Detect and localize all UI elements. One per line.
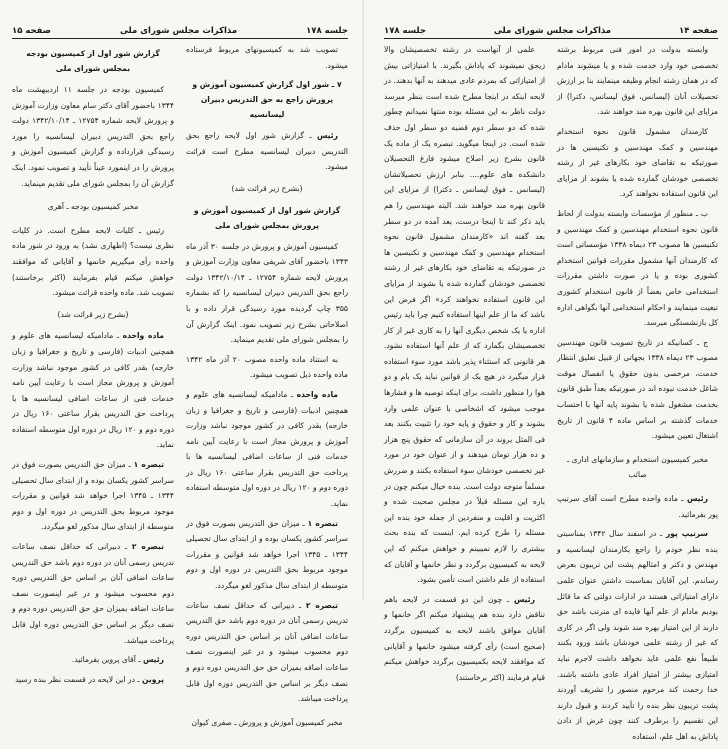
paragraph-text: ـ گزارش شور اول لایحه راجع بحق التدریس دبیران لیسانسیه مطرح است قرائت میشود. xyxy=(186,131,348,172)
speaker-label: تبصره ۲ xyxy=(305,600,338,610)
paragraph xyxy=(12,82,174,191)
paragraph-text: گزارش شور اول از کمیسیون آموزش و پرورش بمجلس شورای ملی xyxy=(193,205,341,230)
paragraph xyxy=(12,672,174,688)
paragraph-text: ۷ ـ شور اول گزارش کمیسیون آموزش و پرورش راجع به حق التدریس دبیران لیسانسیه xyxy=(192,80,342,120)
paragraph xyxy=(557,124,718,202)
paragraph-text: مخبر کمیسیون بودجه ـ آهری xyxy=(47,202,139,212)
paragraph xyxy=(186,128,348,175)
speaker-label: ماده واحده xyxy=(122,331,164,341)
speaker-label: تبصره ۲ xyxy=(131,542,164,552)
text-columns xyxy=(384,42,718,749)
column-right xyxy=(557,42,718,749)
journal-title: مذاکرات مجلس شورای ملی xyxy=(493,26,612,36)
right-page xyxy=(364,0,728,741)
session-label: جلسه ۱۷۸ xyxy=(306,26,348,36)
paragraph-text: به استناد ماده واحده مصوب ۲۰ آذر ماه ۱۳۴۲ ماده واحده ذیل تصویب میشود. xyxy=(186,354,348,380)
paragraph-text: رئیس ـ کلیات لایحه مطرح است. در کلیات نظری نیست؟ (اظهاری نشد) به ورود در شور ماده واحده رأی میگیریم خانمها و آقایانی که موافقند خواهش میکنم قیام بفرمایند (اکثر برخاستند) تصویب شد. ماده واحده قرائت میشود. xyxy=(12,225,174,298)
paragraph-text: ـ آقای پروین بفرمائید. xyxy=(71,655,143,665)
left-page xyxy=(0,0,364,727)
paragraph xyxy=(186,387,348,512)
speaker-label: رئیس xyxy=(142,655,164,665)
signature-line xyxy=(186,715,348,731)
paragraph-text: ـ دبیرانی که حداقل نصف ساعات تدریس رسمی آنان در دوره دوم باشد حق التدریس ساعات اضافی آنان بر اساس حق التدریس دوره دوم محسوب میشود و در غیر اینصورت نصف ساعات اضافه بمیزان حق حق التدریس دوره دوم و نصف دیگر بر اساس حق التدریس دوره اول قابل پرداخت میباشد. xyxy=(186,600,348,704)
column-left xyxy=(12,42,174,738)
paragraph-text: ـ در این لایحه در قسمت نظر بنده رسید xyxy=(15,674,143,684)
paragraph-text: مخبر کمیسیون استخدام و سازمانهای اداری ـ صائب xyxy=(567,454,708,480)
paragraph xyxy=(557,526,718,744)
paragraph xyxy=(12,539,174,648)
paragraph xyxy=(557,206,718,331)
paragraph xyxy=(186,516,348,594)
reading-note xyxy=(186,181,348,197)
paragraph xyxy=(384,592,545,686)
page-header xyxy=(12,22,348,39)
paragraph-text: کمیسیون بودجه در جلسه ۱۱ اردیبهشت ماه ۱۳۴۴ باحضور آقای دکتر سام معاون وزارت آموزش و پرورش لایحه شماره ۱۲۷۵۴ ـ ۱۳۴۲/۱۰/۱۴ دولت راجع بحق التدریس دبیران لیسانسیه را مورد رسیدگی قرارداده و گزارش کمیسیون آموزش و پرورش را در اینمورد عیناً تأیید و تصویب نمود. اینک گزارش آن را بمجلس شورای ملی تقدیم مینماید. xyxy=(12,85,174,188)
speaker-label: ماده واحده xyxy=(296,389,338,399)
section-heading xyxy=(186,77,348,122)
paragraph-text: تصویب شد به کمیسیونهای مربوط فرستاده میشود. xyxy=(186,45,348,70)
paragraph-text: کمیسیون آموزش و پرورش در جلسه ۳۰ آذر ماه ۱۳۴۳ باحضور آقای شریفی معاون وزارت آموزش و پرورش لایحه شماره ۱۲۷۵۴ ـ ۱۳۴۲/۱۰/۱۴ دولت راجع بحق التدریس دبیران لیسانسیه را که بشماره ۳۵۵ چاپ گردیده مورد رسیدگی قرار داده و با اصلاحاتی بشرح زیر تصویب نمود. اینک گزارش آن را بمجلس شورای ملی تقدیم مینماید. xyxy=(186,241,349,345)
section-heading xyxy=(12,46,174,76)
paragraph xyxy=(557,491,718,522)
paragraph-text: ج ـ کسانیکه در تاریخ تصویب قانون مهندسین مصوب ۲۳ دیماه ۱۳۳۸ بجهاتی از قبیل تعلیق انتظار خدمت، مرخصی بدون حقوق یا انفصال موقت شاغل خدمت نبوده اند در صورتیکه بعداً طبق قانون بخدمت مشغول شده یا بشوند پایه آنها با احتساب خدمات گذشته بر اساس ماده ۴ قانون از تاریخ اشتغال تعیین میشود. xyxy=(557,337,718,441)
column-left xyxy=(384,42,545,749)
paragraph-text: ـ چون این دو قسمت در لایحه باهم تناقض دارد بنده هم پیشنهاد میکنم اگر خانمها و آقایان موافق باشند لایحه به کمیسیون برگردد (صحیح است) رأی گرفته میشود خانمها و آقایانی که موافقند لایحه بکمیسیون برگردد خواهش میکنم قیام فرمایند (اکثر برخاستند) xyxy=(384,594,545,682)
paragraph xyxy=(12,223,174,301)
page-number: صفحه ۱۴ xyxy=(679,26,718,36)
paragraph-text: کارمندان مشمول قانون نحوه استخدام مهندسین و کمک مهندسین و تکنیسین ها در صورتیکه به تقاضای خود بکارهای غیر از رشته تخصصی خودشان گمارده شده یا بشوند از مزایای این قانون استفاده نخواهند کرد. xyxy=(557,126,718,199)
paragraph xyxy=(557,42,718,120)
paragraph xyxy=(186,352,348,383)
speaker-label: تبصره ۱ xyxy=(307,518,338,528)
paragraph-text: مخبر کمیسیون آموزش و پرورش ـ صفری کیوان xyxy=(191,717,343,727)
paragraph xyxy=(186,598,348,707)
paragraph xyxy=(12,328,174,453)
speaker-label: سرتیپ پور xyxy=(665,529,708,539)
signature-line xyxy=(12,199,174,215)
speaker-label: تبصره ۱ xyxy=(133,460,164,470)
paragraph xyxy=(557,335,718,444)
session-label: جلسه ۱۷۸ xyxy=(384,26,426,36)
page-header xyxy=(384,22,718,39)
paragraph xyxy=(12,652,174,668)
section-heading xyxy=(186,203,348,233)
paragraph-text: ـ میزان حق التدریس بصورت فوق در سراسر کشور یکسان بوده و از ابتدای سال تحصیلی ۱۳۴۴ ـ ۱۳۴۵ اجرا خواهد شد قوانین و مقررات موجود مربوط بحق التدریس در دوره اول و دوم متوسطه از ابتدای سال مذکور لغو میگردد. xyxy=(186,518,348,591)
column-right xyxy=(186,42,348,738)
paragraph xyxy=(186,239,348,348)
paragraph-text: علمی از آنهاست در رشته تخصصیشان والا زیحق نمیشوند که پاداش بگیرند. با امتیازاتی بیش از امتیازاتی که بمردم عادی میدهند به آنها بدهند. در لایحه اینکه در اینجا مطرح شده است بنظر میرسد دولت ناظر به این مسئله بوده منتها نمیدانم چطور شده که دو سطر دوم قضیه دو سطر اول حذف شده است. در اینجا میگوید. تبصره یک از ماده یک قانون بشرح زیر اصلاح میشود فارغ التحصیلان دانشکده های علوم.... بنابر ارزش تحصیلاتشان (لیسانس ـ فوق لیسانس ـ دکترا) از مزایای این قانون بهره مند خواهند شد. البته مهندسین را هم باید ذکر کند تا اینجا درست، بعد آمده در دو سطر بعد گفته اند «کارمندان مشمول قانون نحوه استخدام مهندسین و کمک مهندسین و تکنیسین ها در صورتیکه به تقاضای خود بکارهای غیر از رشته تخصصی خودشان گمارده شده یا بشوند از مزایای این قانون استفاده نخواهند کرد» اگر فرض این باشد که ما از علم اینها استفاده کنیم چرا باید رئیس اداره یا یک شخص دیگری آنها را به کاری غیر از کار تخصصیشان بگمارد که از علم آنها استفاده نشود. هر قانونی که استثناء پذیر باشد مورد سوء استفاده قرار میگیرد در هیچ یک از قوانین نباید یک بام و دو هوا را منظور داشت، برای اینکه توصیه ها و فشارها موجب میشود که اشخاصی با عنوان علمی وارد بشوند و کار و حقوق و پایه خود را تثبیت بکنند بعد فی المثل بروند در آن سازمانی که حقوق پنج هزار و ده هزار تومان میدهند و از عنوان خود در مورد غیر تخصصی خودشان سوء استفاده بکنند و ضررش مسلماً متوجه دولت است. بنده خیال میکنم چون در باره این مسئله قبلاً در مجلس صحبت شده و اکثریت و اقلیت و منفردین از جمله خود بنده این مسئله را طرح کرده ایم. اینست که بنده بحث بیشتری را لازم نمیبینم و خواهش میکنم که این لایحه به کمیسیون برگردد و نظر خانمها و آقایان که استفاده از علم داشتن است تأمین بشود. xyxy=(384,45,545,585)
paragraph-text: ـ میزان حق التدریس بصورت فوق در سراسر کشور یکسان بوده و از ابتدای سال تحصیلی ۱۳۴۴ ـ ۱۳۴۵ اجرا خواهد شد قوانین و مقررات موجود مربوط بحق التدریس در دوره اول و دوم متوسطه از ابتدای سال مذکور لغو میگردد. xyxy=(12,460,174,532)
speaker-label: پروین xyxy=(142,674,164,684)
paragraph-text: ـ ماده واحده مطرح است آقای سرتیپ پور بفرمائید. xyxy=(557,494,718,519)
text-columns xyxy=(12,42,348,738)
paragraph-text: (بشرح زیر قرائت شد) xyxy=(231,183,303,193)
speaker-label: رئیس xyxy=(686,494,708,504)
speaker-label: رئیس xyxy=(513,594,535,604)
page-number: صفحه ۱۵ xyxy=(12,26,51,36)
speaker-label: رئیس xyxy=(316,131,338,141)
paragraph-text: ـ مادامیکه لیسانسیه های علوم و همچنین ادبیات (فارسی و تاریخ و جغرافیا و زبان خارجه) بقدر کافی در کشور موجود نباشد وزارت آموزش و پرورش مجاز است با رعایت آیین نامه خدمات فنی از ساعات اضافی لیسانسیه ها با پرداخت حق التدریس بقرار ساعتی ۱۶۰ ریال در دوره دوم و ۱۲۰ ریال در دوره اول متوسطه استفاده نماید. xyxy=(12,331,175,450)
paragraph xyxy=(186,42,348,73)
journal-title: مذاکرات مجلس شورای ملی xyxy=(119,26,238,36)
paragraph-text: ـ در اسفند سال ۱۳۴۲ بمناسبتی بنده نظر خودم را راجع بکارمندان لیسانسیه و مهندس و دکتر و امثالهم پشت این تریبون بعرض رساندم. این آقایان بمناسبت داشتن عنوان علمی دارای امتیازاتی هستند در ادارات دولتی که ما قائل بودیم مادام از علم آنها فایده ای مترتب باشد حق دارند از این امتیاز بهره مند شوند ولی اگر در کاری که غیر از رشته علمی خودشان باشد ورود بکنند طبیعاً نفع علمی عاید نخواهد داشت لاجرم نباید امتیازی بیشتر از امتیاز افراد عادی داشته باشند. خدا رحمت کند مرحوم منصور را تشریف آوردند پشت تریبون نظر بنده را تأیید کردند و قبول دارند این تقسیم را برطرف کنند چون غرض از دادن پاداش به اهل علم، استفاده xyxy=(557,529,718,741)
paragraph-text: ـ دبیرانی که حداقل نصف ساعات تدریس رسمی آنان در دوره دوم باشد حق التدریس ساعات اضافی آنان بر اساس حق التدریس دوره دوم محسوب میشود و در غیر اینصورت نصف ساعات اضافه بمیزان حق حق التدریس دوره دوم و نصف دیگر بر اساس حق التدریس دوره اول قابل پرداخت میباشد. xyxy=(12,542,174,645)
reading-note xyxy=(12,307,174,323)
paragraph-text: ـ مادامیکه لیسانسیه های علوم و همچنین ادبیات (فارسی و تاریخ و جغرافیا و زبان خارجه) بقدر کافی در کشور موجود نباشد وزارت آموزش و پرورش مجاز است با رعایت آیین نامه خدمات فنی از ساعات اضافی لیسانسیه ها با پرداخت حق التدریس بقرار ساعتی ۱۶۰ ریال در دوره دوم و ۱۲۰ ریال در دوره اول متوسطه استفاده نماید. xyxy=(186,389,349,509)
paragraph xyxy=(12,457,174,535)
signature-line xyxy=(557,452,718,483)
paragraph-text: ب ـ منظور از مؤسسات وابسته بدولت از لحاظ قانون نحوه استخدام مهندسین و کمک مهندسین و تکنیسین ها مصوب ۲۳ دیماه ۱۳۳۸ مؤسساتی است که کارمندان آنها مشمول مقررات قوانین استخدام کشوری بوده و یا در صورت داشتن مقررات استخدامی خاص بعضاً از قانون استخدام کشوری تبعیت مینمایند و احکام استخدامی آنها بگواهی اداره کل بازنشستگی میرسد. xyxy=(557,208,718,328)
paragraph-text: گزارش شور اول از کمیسیون بودجه بمجلس شورای ملی xyxy=(26,49,160,73)
paragraph-text: وابسته بدولت در امور فنی مربوط برشته تخصصی خود وارد خدمت شده و یا میشوند مادام که در همان رشته انجام وظیفه مینمایند بنا بر ارزش تحصیلات آنان (لیسانس، فوق لیسانس، دکترا) از مزایای این قانون بهره مند خواهند شد. xyxy=(557,45,718,117)
paragraph xyxy=(384,42,545,588)
paragraph-text: (بشرح زیر قرائت شد) xyxy=(57,309,129,319)
